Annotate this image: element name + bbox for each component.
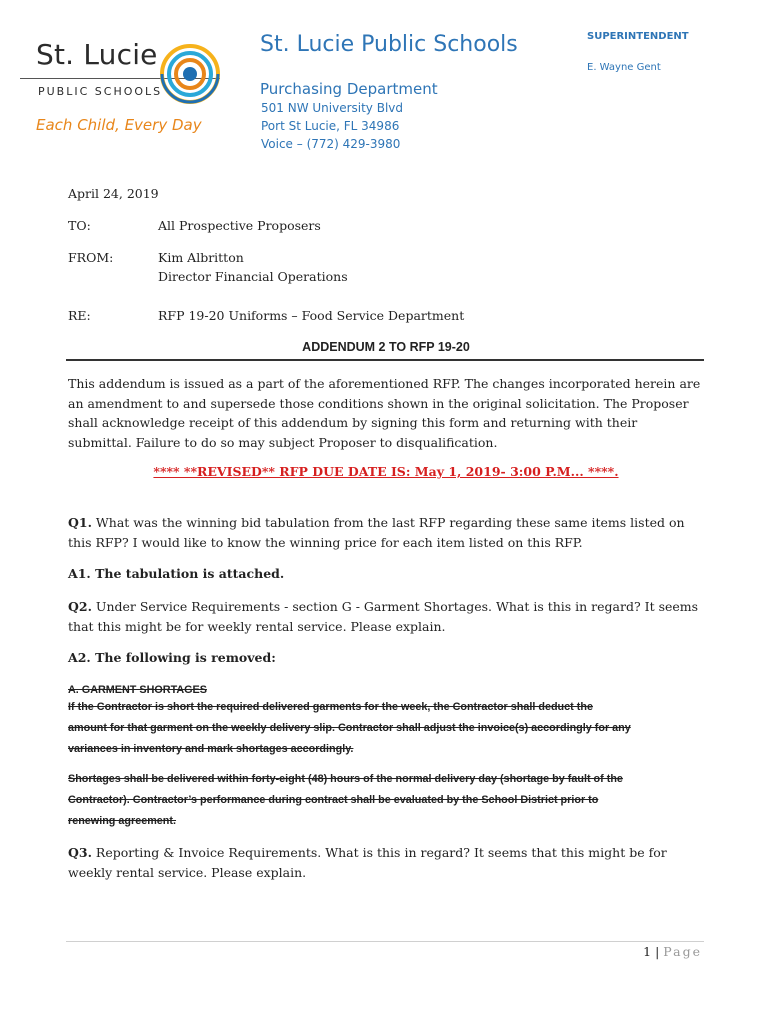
logo-wordmark: St. Lucie <box>36 38 158 71</box>
page-number: 1 <box>643 944 652 959</box>
superintendent-title: SUPERINTENDENT <box>587 31 689 42</box>
struck-line-2: amount for that garment on the weekly delivery slip. Contractor shall adjust the invoice(s) accordingly for any <box>68 722 631 734</box>
re-label: RE: <box>68 308 91 323</box>
question-2 <box>68 597 704 636</box>
department-name: Purchasing Department <box>260 80 438 98</box>
superintendent-name: E. Wayne Gent <box>587 62 661 73</box>
school-name: St. Lucie Public Schools <box>260 32 518 57</box>
address-line-1: 501 NW University Blvd <box>261 101 404 115</box>
question-3 <box>68 843 704 882</box>
logo-subtitle: PUBLIC SCHOOLS <box>38 85 163 98</box>
from-label: FROM: <box>68 250 114 265</box>
address-line-2: Port St Lucie, FL 34986 <box>261 119 400 133</box>
q2-label: Q2. <box>68 599 92 614</box>
struck-line-5: Contractor). Contractor’s performance during contract shall be evaluated by the School District prior to <box>68 794 599 806</box>
from-title: Director Financial Operations <box>158 269 348 284</box>
struck-line-3: variances in inventory and mark shortages accordingly. <box>68 743 354 755</box>
to-value: All Prospective Proposers <box>158 218 321 233</box>
answer-2: A2. The following is removed: <box>68 650 276 665</box>
page-word: Page <box>663 944 702 959</box>
q1-text: What was the winning bid tabulation from the last RFP regarding these same items listed on this RFP? I would like to know the winning price for each item listed on this RFP. <box>68 515 685 550</box>
struck-line-4: Shortages shall be delivered within forty-eight (48) hours of the normal delivery day (shortage by fault of the <box>68 773 623 785</box>
voice-phone: Voice – (772) 429-3980 <box>261 137 401 151</box>
from-name: Kim Albritton <box>158 250 244 265</box>
struck-line-1: If the Contractor is short the required delivered garments for the week, the Contractor shall deduct the <box>68 701 593 713</box>
struck-title: A. GARMENT SHORTAGES <box>68 684 207 696</box>
q3-text: Reporting & Invoice Requirements. What is this in regard? It seems that this might be for weekly rental service. Please explain. <box>68 845 667 880</box>
re-value: RFP 19-20 Uniforms – Food Service Department <box>158 308 465 323</box>
question-1 <box>68 513 704 552</box>
page-footer <box>643 944 702 959</box>
addendum-heading: ADDENDUM 2 TO RFP 19-20 <box>302 340 470 354</box>
q2-text: Under Service Requirements - section G - Garment Shortages. What is this in regard? It seems that this might be for weekly rental service. Please explain. <box>68 599 699 634</box>
answer-1: A1. The tabulation is attached. <box>68 566 285 581</box>
q1-label: Q1. <box>68 515 92 530</box>
logo-tagline: Each Child, Every Day <box>36 116 202 134</box>
struck-line-6: renewing agreement. <box>68 815 177 827</box>
memo-date: April 24, 2019 <box>68 186 159 201</box>
footer-rule <box>66 941 704 942</box>
sun-logo-icon <box>158 42 222 106</box>
to-label: TO: <box>68 218 91 233</box>
intro-paragraph: This addendum is issued as a part of the aforementioned RFP. The changes incorporated herein are an amendment to and supersede those conditions shown in the original solicitation. The Proposer shall acknowledge receipt of this addendum by signing this form and returning with their submittal. Failure to do so may subject Proposer to disqualification. <box>68 376 701 450</box>
page-separator: | <box>651 944 664 959</box>
heading-rule <box>66 359 704 361</box>
q3-label: Q3. <box>68 845 92 860</box>
due-date-notice: **** **REVISED** RFP DUE DATE IS: May 1, 2019- 3:00 P.M... ****. <box>153 464 619 479</box>
